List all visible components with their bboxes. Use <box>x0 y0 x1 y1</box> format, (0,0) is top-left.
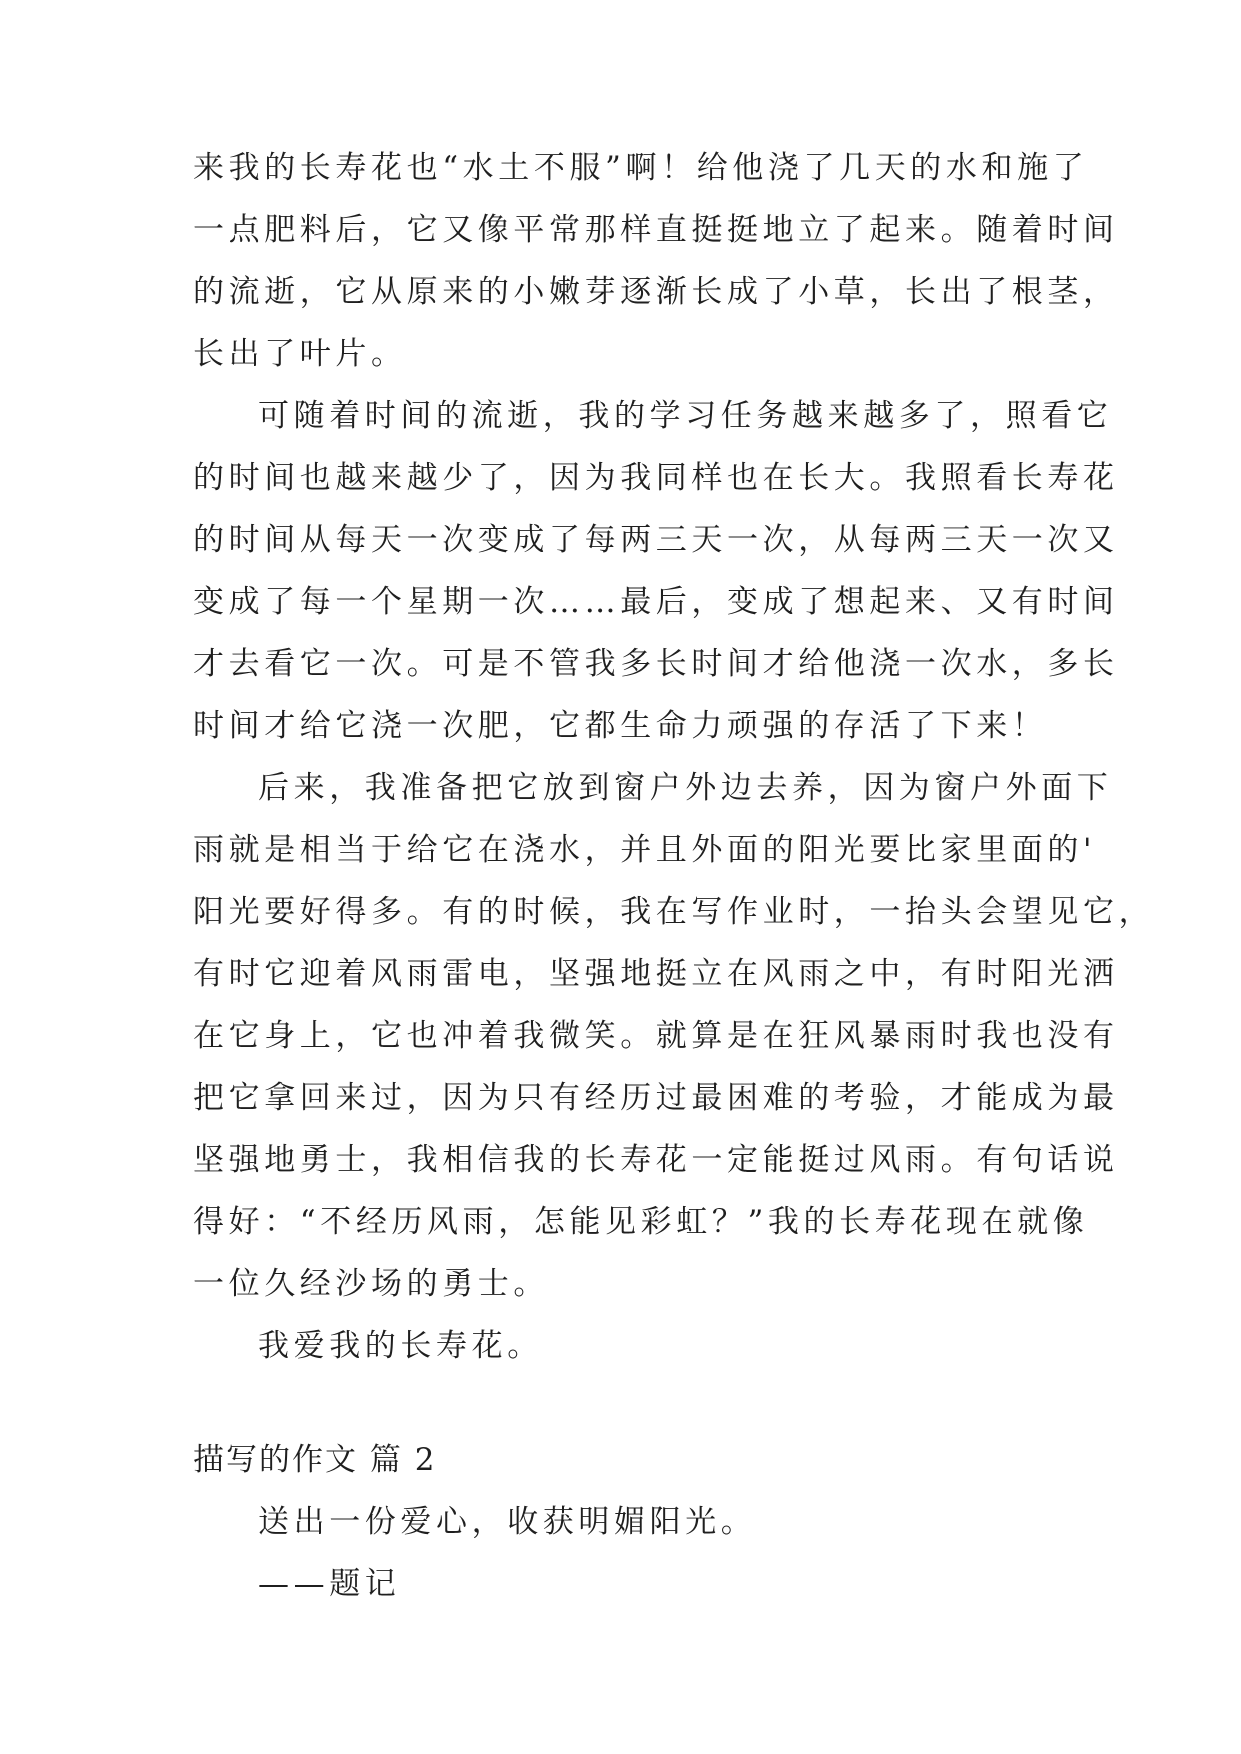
paragraph-line: 把它拿回来过，因为只有经历过最困难的考验，才能成为最 <box>193 1080 1119 1116</box>
paragraph-line: 才去看它一次。可是不管我多长时间才给他浇一次水，多长 <box>193 646 1119 682</box>
paragraph-line: 变成了每一个星期一次……最后，变成了想起来、又有时间 <box>193 584 1119 620</box>
paragraph-line: 一点肥料后，它又像平常那样直挺挺地立了起来。随着时间 <box>193 212 1119 248</box>
paragraph-line: 可随着时间的流逝，我的学习任务越来越多了，照看它 <box>258 398 1113 434</box>
paragraph-line: 在它身上，它也冲着我微笑。就算是在狂风暴雨时我也没有 <box>193 1018 1119 1054</box>
paragraph-line: 雨就是相当于给它在浇水，并且外面的阳光要比家里面的' <box>193 832 1097 868</box>
paragraph-line: 的时间也越来越少了，因为我同样也在长大。我照看长寿花 <box>193 460 1119 496</box>
paragraph-line: 长出了叶片。 <box>193 336 407 372</box>
paragraph-line: 来我的长寿花也“水土不服”啊！给他浇了几天的水和施了 <box>193 150 1089 186</box>
paragraph-line: 得好：“不经历风雨，怎能见彩虹？”我的长寿花现在就像 <box>193 1204 1089 1240</box>
paragraph-line: 一位久经沙场的勇士。 <box>193 1266 549 1302</box>
paragraph-line: 我爱我的长寿花。 <box>258 1328 543 1364</box>
epigraph-attribution: ——题记 <box>258 1566 401 1602</box>
paragraph-line: 时间才给它浇一次肥，它都生命力顽强的存活了下来！ <box>193 708 1048 744</box>
paragraph-line: 阳光要好得多。有的时候，我在写作业时，一抬头会望见它， <box>193 894 1155 930</box>
paragraph-line: 的流逝，它从原来的小嫩芽逐渐长成了小草，长出了根茎， <box>193 274 1119 310</box>
paragraph-line: 的时间从每天一次变成了每两三天一次，从每两三天一次又 <box>193 522 1119 558</box>
epigraph-line: 送出一份爱心，收获明媚阳光。 <box>258 1504 757 1540</box>
section-heading: 描写的作文 篇 2 <box>193 1442 437 1478</box>
paragraph-line: 有时它迎着风雨雷电，坚强地挺立在风雨之中，有时阳光洒 <box>193 956 1119 992</box>
paragraph-line: 坚强地勇士，我相信我的长寿花一定能挺过风雨。有句话说 <box>193 1142 1119 1178</box>
paragraph-line: 后来，我准备把它放到窗户外边去养，因为窗户外面下 <box>258 770 1113 806</box>
